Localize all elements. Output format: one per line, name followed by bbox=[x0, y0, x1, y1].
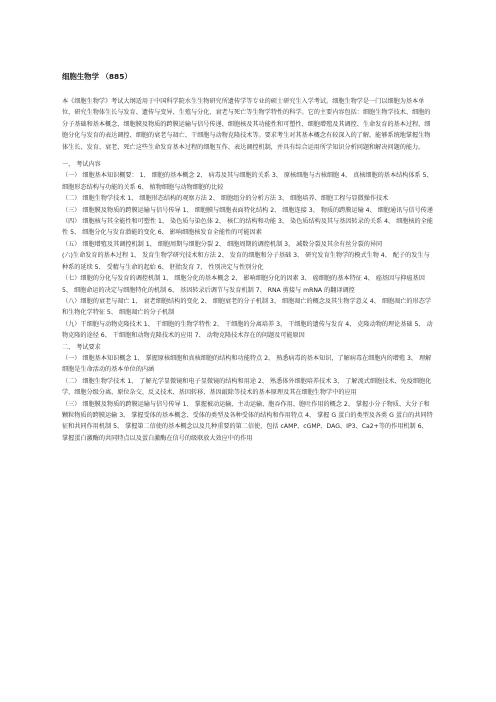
content-item-7: （七）细胞的分化与发育的调控机制 1、 细胞分化的基本概念 2、 影响细胞分化的因素 3、 癌细胞的基本特征 4、 癌基因与抑癌基因 5、 细胞命运的决定与细胞特化的机制 6、 基因转录后调节与发育机制 7、 RNA 剪接与 mRNA 的翻译调控 bbox=[62, 275, 425, 294]
document-title: 细胞生物学 （885） bbox=[62, 72, 132, 81]
content-item-3: （三） 细胞膜及物质的跨膜运输与信号传导 1、 细胞膜与细胞表面特化结构 2、 细胞连接 3、 物质的跨膜运输 4、 细胞通讯与信号传递 bbox=[62, 206, 433, 214]
content-item-8: （八）细胞的衰老与凋亡 1、 衰老细胞结构的变化 2、 细胞衰老的分子机制 3、 细胞凋亡的概念及其生物学意义 4、 细胞凋亡的形态学和生物化学特征 5、 细胞凋亡的分子机制 bbox=[62, 297, 431, 317]
content-item-5: （五） 细胞增殖及其调控机制 1、 细胞周期与细胞分裂 2、 细胞周期的调控机制 3、 减数分裂及其余有丝分裂的异同 bbox=[62, 240, 383, 248]
content-item-9: （九）干细胞与动物克隆技术 1、 干细胞的生物学特性 2、 干细胞的分离培养 3、 干细胞的遗传与发育 4、 克隆动物的理论基础 5、 动物克隆的途径 6、 干细胞和动物克隆技术的应用 7、 动物克隆技术存在的问题及可能原因 bbox=[62, 320, 433, 340]
requirement-item-3: （三） 细胞膜及物质的跨膜运输与信号传导 1、 掌握被动运输、主动运输、胞吞作用、胞吐作用的概念 2、 掌握小分子物质、大分子和颗粒物质的跨膜运输 3、 掌握受体的基本概念、受体的类型及各种受体的结构和作用特点 4、 掌握 G 蛋白的类型及各类 G 蛋白的共同特征和共同作用机制 5、 掌握第二信使的基本概念以及几种重要的第二信使，包括 cAMP、cGMP、DAG、IP3、Ca2+等的作用机制 6、 掌握蛋白激酶的共同特点以及蛋白激酶在信号的级联放大效应中的作用 bbox=[62, 400, 433, 442]
content-item-6: (六)生命发育的基本过程 1、 发育生物学研究技术和方法 2、 发育的细胞和分子基础 3、 研究发育生物学的模式生物 4、 配子的发生与种系的延续 5、 受精与生命的起始 6、 胚胎发育 7、 性别决定与性别分化 bbox=[62, 252, 430, 271]
document-body bbox=[62, 96, 434, 444]
section-heading-content: 一、 考试内容 bbox=[62, 161, 101, 169]
content-item-4: （四） 细胞核与其全能性和可塑性 1、 染色质与染色体 2、 核仁的结构和功能 3、 染色质结构及其与基因转录的关系 4、 细胞核的全能性 5、 细胞分化与发育潜能的变化 6、 影响细胞核发育全能性的可能因素 bbox=[62, 218, 433, 237]
section-heading-requirements: 二、 考试要求 bbox=[62, 343, 101, 351]
requirement-item-1: （一） 细胞基本知识概念 1、 掌握原核细胞和真核细胞的结构和功能特点 2、 熟悉病毒的基本知识，了解病毒在细胞内的增殖 3、 理解细胞是生命活动的基本单位的内涵 bbox=[62, 354, 432, 374]
intro-paragraph: 本《细胞生物学》考试大纲适用于中国科学院水生生物研究所遗传学等专业的硕士研究生入学考试。细胞生物学是一门以细胞为基本单位，研究生物体生长与发育、遗传与变异、生殖与分化、衰老与死亡等生物学特性的科学。它的主要内容包括：细胞生物学技术、细胞的分子基础和基本概念、细胞膜及物质的跨膜运输与信号传递、细胞核及其功能性和可塑性、细胞增殖及其调控、生命发育的基本过程、细胞分化与发育的表达调控、细胞的衰老与凋亡、干细胞与动物克隆技术等。要求考生对其基本概念有较深入的了解，能够系统地掌握生物体生长、发育、衰老、死亡这些生命发育基本过程的细胞互作、表达调控机制，并具有综合运用所学知识分析问题和解决问题的能力。 bbox=[62, 98, 431, 151]
content-item-1: （一） 细胞基本知识概要： 1、 细胞的基本概念 2、 病毒及其与细胞的关系 3、 原核细胞与古核细胞 4、 真核细胞的基本结构体系 5、 细胞形态结构与功能的关系 6、 植物细胞与动物细胞的比较 bbox=[62, 172, 433, 191]
requirement-item-2: （二） 细胞生物学技术 1、 了解光学显微镜和电子显微镜的结构和用途 2、 熟悉体外细胞培养技术 3、 了解流式细胞技术、免疫细胞化学、细胞分级分离、原位杂交、反义技术、基因转移、基因敲除等技术的基本原理及其在细胞生物学中的应用 bbox=[62, 377, 432, 397]
content-item-2: （二） 细胞生物学技术 1、 细胞形态结构的观察方法 2、 细胞组分的分析方法 3、 细胞培养、细胞工程与显微操作技术 bbox=[62, 195, 389, 203]
